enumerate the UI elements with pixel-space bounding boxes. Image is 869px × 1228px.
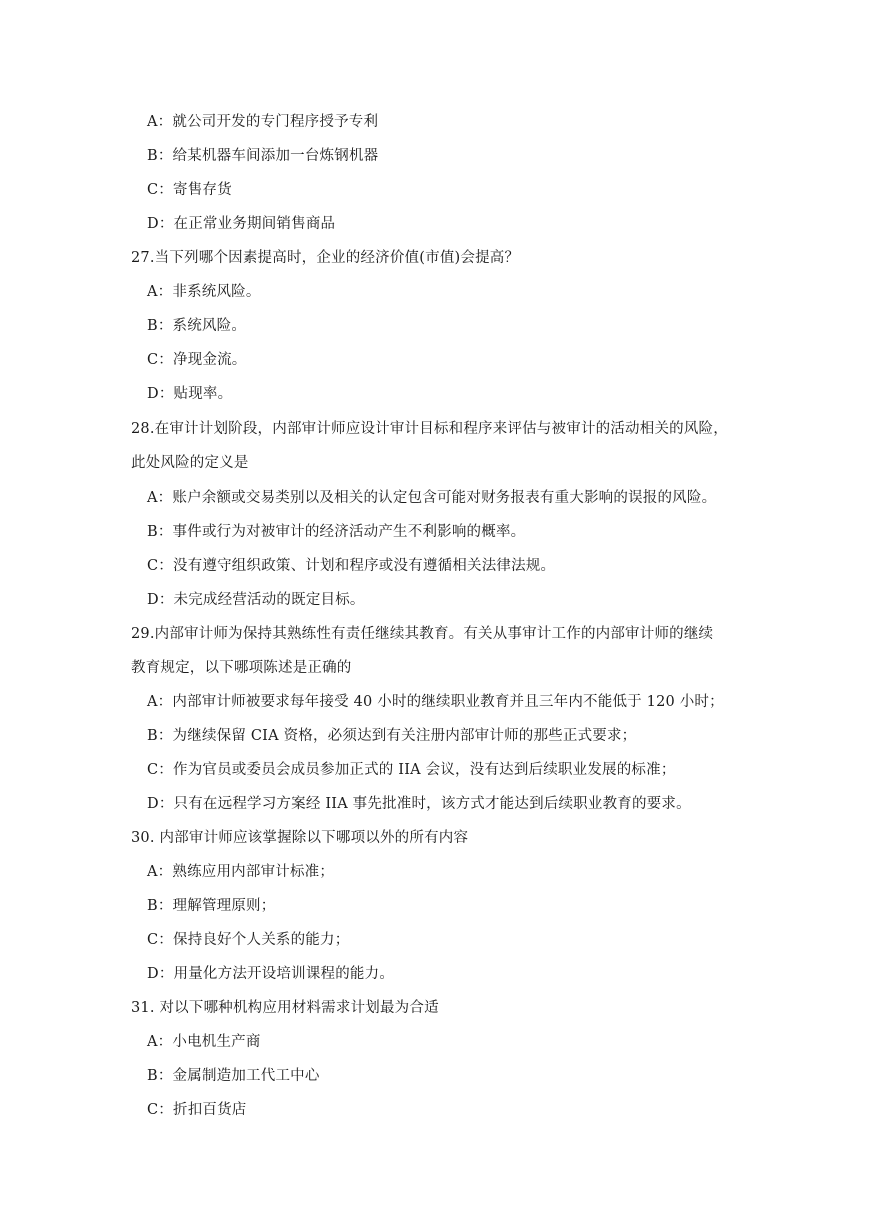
q31-option-b: B：金属制造加工代工中心	[147, 1068, 320, 1084]
q28-stem-line2: 此处风险的定义是	[131, 455, 249, 471]
q31-option-c: C：折扣百货店	[147, 1102, 247, 1118]
q29-option-b: B：为继续保留 CIA 资格，必须达到有关注册内部审计师的那些正式要求；	[147, 728, 637, 744]
q30-option-a: A：熟练应用内部审计标准；	[147, 864, 335, 880]
q29-stem-line2: 教育规定，以下哪项陈述是正确的	[131, 660, 352, 676]
q28-option-a: A：账户余额或交易类别以及相关的认定包含可能对财务报表有重大影响的误报的风险。	[147, 490, 717, 506]
q30-option-c: C：保持良好个人关系的能力；	[147, 932, 350, 948]
q28-option-c: C：没有遵守组织政策、计划和程序或没有遵循相关法律法规。	[147, 558, 556, 574]
q26-option-b: B：给某机器车间添加一台炼钢机器	[147, 148, 379, 164]
q27-option-d: D：贴现率。	[147, 386, 233, 402]
q30-stem: 30. 内部审计师应该掌握除以下哪项以外的所有内容	[131, 830, 469, 846]
q31-option-a: A：小电机生产商	[147, 1034, 261, 1050]
q26-option-c: C：寄售存货	[147, 182, 232, 198]
q28-option-d: D：未完成经营活动的既定目标。	[147, 592, 365, 608]
q26-option-d: D：在正常业务期间销售商品	[147, 216, 336, 232]
q27-option-c: C：净现金流。	[147, 352, 247, 368]
q29-stem-line1: 29.内部审计师为保持其熟练性有责任继续其教育。有关从事审计工作的内部审计师的继续	[131, 626, 714, 642]
q26-option-a: A：就公司开发的专门程序授予专利	[147, 114, 379, 130]
q27-stem: 27.当下列哪个因素提高时，企业的经济价值(市值)会提高？	[131, 250, 520, 266]
q28-stem-line1: 28.在审计计划阶段，内部审计师应设计审计目标和程序来评估与被审计的活动相关的风险，	[131, 421, 728, 437]
q29-option-c: C：作为官员或委员会成员参加正式的 IIA 会议，没有达到后续职业发展的标准；	[147, 762, 676, 778]
q29-option-d: D：只有在远程学习方案经 IIA 事先批准时，该方式才能达到后续职业教育的要求。	[147, 796, 691, 812]
q29-option-a: A：内部审计师被要求每年接受 40 小时的继续职业教育并且三年内不能低于 120 小时；	[147, 694, 724, 710]
q27-option-a: A：非系统风险。	[147, 284, 261, 300]
q27-option-b: B：系统风险。	[147, 318, 247, 334]
q30-option-b: B：理解管理原则；	[147, 898, 276, 914]
q30-option-d: D：用量化方法开设培训课程的能力。	[147, 966, 395, 982]
q28-option-b: B：事件或行为对被审计的经济活动产生不利影响的概率。	[147, 524, 526, 540]
q31-stem: 31. 对以下哪种机构应用材料需求计划最为合适	[131, 1000, 439, 1016]
